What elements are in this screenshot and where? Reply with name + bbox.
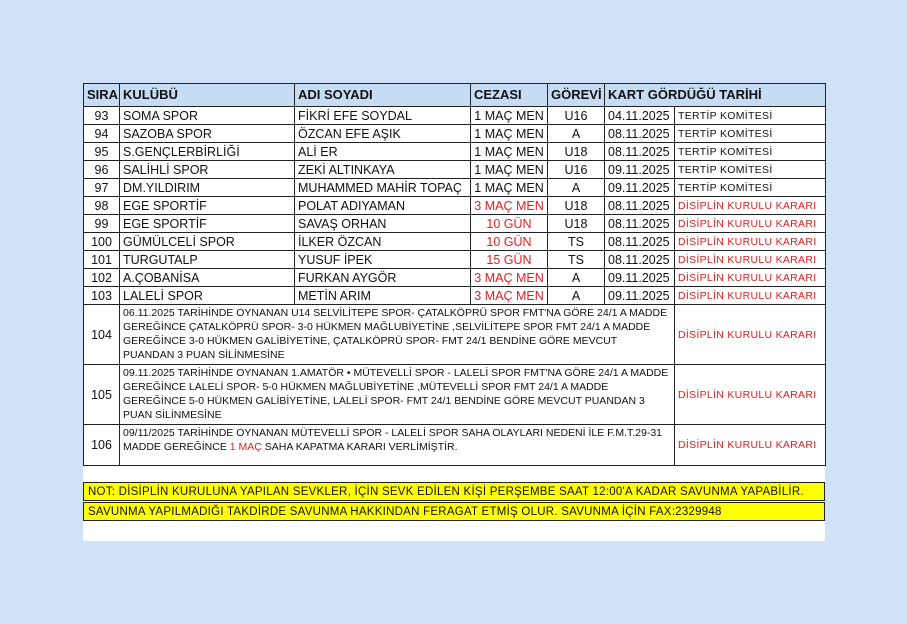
cell-tarih: 08.11.2025: [605, 197, 675, 215]
cell-tarih: 08.11.2025: [605, 215, 675, 233]
header-sira: SIRA: [84, 84, 120, 107]
cell-name: METİN ARIM: [295, 287, 471, 305]
cell-karar: DİSİPLİN KURULU KARARI: [675, 287, 826, 305]
cell-karar: DİSİPLİN KURULU KARARI: [675, 269, 826, 287]
cell-ceza: 1 MAÇ MEN: [471, 125, 548, 143]
cell-club: EGE SPORTİF: [120, 215, 295, 233]
cell-sira: 101: [84, 251, 120, 269]
penalty-table: [83, 83, 826, 466]
table-row: [84, 143, 826, 161]
cell-karar: DİSİPLİN KURULU KARARI: [675, 251, 826, 269]
table-row: [84, 125, 826, 143]
cell-sira: 106: [84, 425, 120, 466]
cell-name: POLAT ADIYAMAN: [295, 197, 471, 215]
cell-name: ALİ ER: [295, 143, 471, 161]
cell-karar: TERTİP KOMİTESİ: [675, 179, 826, 197]
header-row: [84, 84, 826, 107]
cell-sira: 99: [84, 215, 120, 233]
header-kart-tarihi: KART GÖRDÜĞÜ TARİHİ: [605, 84, 826, 107]
table-row-long: [84, 425, 826, 466]
cell-tarih: 08.11.2025: [605, 125, 675, 143]
cell-club: SALİHLİ SPOR: [120, 161, 295, 179]
cell-club: S.GENÇLERBİRLİĞİ: [120, 143, 295, 161]
table-row: [84, 233, 826, 251]
cell-gorev: A: [548, 287, 605, 305]
cell-sira: 93: [84, 107, 120, 125]
cell-gorev: U16: [548, 107, 605, 125]
cell-tarih: 08.11.2025: [605, 251, 675, 269]
table-row-long: [84, 365, 826, 425]
cell-karar: DİSİPLİN KURULU KARARI: [675, 197, 826, 215]
cell-club: EGE SPORTİF: [120, 197, 295, 215]
cell-sira: 103: [84, 287, 120, 305]
note-line-1: NOT: DİSİPLİN KURULUNA YAPILAN SEVKLER, İÇİN SEVK EDİLEN KİŞİ PERŞEMBE SAAT 12:00'A KADAR SAVUNMA YAPABİLİR.: [83, 482, 825, 501]
table-row: [84, 251, 826, 269]
decision-text-start: 09/11/2025 TARİHİNDE OYNANAN MÜTEVELLİ SPOR - LALELİ SPOR SAHA OLAYLARI NEDENİ İLE F.M.T.29-31 MADDE GEREĞİNCE: [123, 427, 663, 453]
cell-gorev: TS: [548, 233, 605, 251]
cell-gorev: U16: [548, 161, 605, 179]
header-adi-soyadi: ADI SOYADI: [295, 84, 471, 107]
cell-decision-text: [120, 425, 675, 466]
cell-sira: 105: [84, 365, 120, 425]
cell-ceza: 3 MAÇ MEN: [471, 287, 548, 305]
cell-sira: 94: [84, 125, 120, 143]
cell-tarih: 09.11.2025: [605, 161, 675, 179]
cell-karar: TERTİP KOMİTESİ: [675, 161, 826, 179]
cell-club: DM.YILDIRIM: [120, 179, 295, 197]
cell-sira: 96: [84, 161, 120, 179]
cell-karar: TERTİP KOMİTESİ: [675, 107, 826, 125]
cell-gorev: A: [548, 125, 605, 143]
cell-name: SAVAŞ ORHAN: [295, 215, 471, 233]
cell-gorev: TS: [548, 251, 605, 269]
cell-ceza: 10 GÜN: [471, 215, 548, 233]
cell-name: FURKAN AYGÖR: [295, 269, 471, 287]
cell-name: ZEKİ ALTINKAYA: [295, 161, 471, 179]
cell-decision-text: 09.11.2025 TARİHİNDE OYNANAN 1.AMATÖR • MÜTEVELLİ SPOR - LALELİ SPOR FMT'NA GÖRE 24/1 A MADDE GEREĞİNCE LALELİ SPOR- 5-0 HÜKMEN MAĞLUBİYETİNE ,MÜTEVELLİ SPOR FMT 24/1 A MADDE GEREĞİNCE 5-0 HÜKMEN GALİBİYETİNE, LALELİ SPOR- FMT 24/1 BENDİNE GÖRE MEVCUT PUANDAN 3 PUAN SİLİNMESİNE: [120, 365, 675, 425]
header-gorevi: GÖREVİ: [548, 84, 605, 107]
cell-ceza: 3 MAÇ MEN: [471, 269, 548, 287]
cell-ceza: 1 MAÇ MEN: [471, 107, 548, 125]
cell-name: İLKER ÖZCAN: [295, 233, 471, 251]
cell-tarih: 08.11.2025: [605, 233, 675, 251]
header-cezasi: CEZASI: [471, 84, 548, 107]
cell-gorev: U18: [548, 143, 605, 161]
cell-club: SAZOBA SPOR: [120, 125, 295, 143]
table-row: [84, 161, 826, 179]
cell-gorev: U18: [548, 197, 605, 215]
table-row: [84, 287, 826, 305]
cell-name: FİKRİ EFE SOYDAL: [295, 107, 471, 125]
cell-club: SOMA SPOR: [120, 107, 295, 125]
cell-sira: 100: [84, 233, 120, 251]
cell-karar: DİSİPLİN KURULU KARARI: [675, 215, 826, 233]
cell-club: A.ÇOBANİSA: [120, 269, 295, 287]
penalty-sheet: [83, 83, 825, 541]
cell-name: ÖZCAN EFE AŞIK: [295, 125, 471, 143]
cell-sira: 95: [84, 143, 120, 161]
cell-karar: DİSİPLİN KURULU KARARI: [675, 233, 826, 251]
cell-sira: 102: [84, 269, 120, 287]
cell-karar: DİSİPLİN KURULU KARARI: [675, 365, 826, 425]
cell-gorev: U18: [548, 215, 605, 233]
cell-ceza: 1 MAÇ MEN: [471, 143, 548, 161]
cell-karar: DİSİPLİN KURULU KARARI: [675, 305, 826, 365]
table-row-long: [84, 305, 826, 365]
cell-ceza: 10 GÜN: [471, 233, 548, 251]
cell-karar: TERTİP KOMİTESİ: [675, 125, 826, 143]
cell-tarih: 09.11.2025: [605, 269, 675, 287]
table-row: [84, 107, 826, 125]
cell-karar: TERTİP KOMİTESİ: [675, 143, 826, 161]
cell-karar: DİSİPLİN KURULU KARARI: [675, 425, 826, 466]
cell-tarih: 09.11.2025: [605, 179, 675, 197]
cell-club: TURGUTALP: [120, 251, 295, 269]
cell-sira: 98: [84, 197, 120, 215]
cell-ceza: 1 MAÇ MEN: [471, 161, 548, 179]
cell-name: YUSUF İPEK: [295, 251, 471, 269]
table-row: [84, 179, 826, 197]
cell-tarih: 04.11.2025: [605, 107, 675, 125]
note-line-2: SAVUNMA YAPILMADIĞI TAKDİRDE SAVUNMA HAKKINDAN FERAGAT ETMİŞ OLUR. SAVUNMA İÇİN FAX:2329948: [83, 502, 825, 521]
cell-ceza: 1 MAÇ MEN: [471, 179, 548, 197]
header-kulubu: KULÜBÜ: [120, 84, 295, 107]
cell-tarih: 09.11.2025: [605, 287, 675, 305]
decision-text-end: SAHA KAPATMA KARARI VERLİMİŞTİR.: [261, 441, 458, 453]
cell-sira: 97: [84, 179, 120, 197]
decision-text-highlight: 1 MAÇ: [229, 441, 262, 453]
cell-club: LALELİ SPOR: [120, 287, 295, 305]
table-row: [84, 197, 826, 215]
cell-club: GÜMÜLCELİ SPOR: [120, 233, 295, 251]
table-row: [84, 269, 826, 287]
cell-gorev: A: [548, 179, 605, 197]
cell-ceza: 3 MAÇ MEN: [471, 197, 548, 215]
cell-sira: 104: [84, 305, 120, 365]
cell-name: MUHAMMED MAHİR TOPAÇ: [295, 179, 471, 197]
cell-gorev: A: [548, 269, 605, 287]
cell-decision-text: 06.11.2025 TARİHİNDE OYNANAN U14 SELVİLİTEPE SPOR- ÇATALKÖPRÜ SPOR FMT'NA GÖRE 24/1 A MADDE GEREĞİNCE ÇATALKÖPRÜ SPOR- 3-0 HÜKMEN MAĞLUBİYETİNE ,SELVİLİTEPE SPOR FMT 24/1 A MADDE GEREĞİNCE 3-0 HÜKMEN GALİBİYETİNE, ÇATALKÖPRÜ SPOR- FMT 24/1 BENDİNE GÖRE MEVCUT PUANDAN 3 PUAN SİLİNMESİNE: [120, 305, 675, 365]
cell-tarih: 08.11.2025: [605, 143, 675, 161]
table-row: [84, 215, 826, 233]
cell-ceza: 15 GÜN: [471, 251, 548, 269]
